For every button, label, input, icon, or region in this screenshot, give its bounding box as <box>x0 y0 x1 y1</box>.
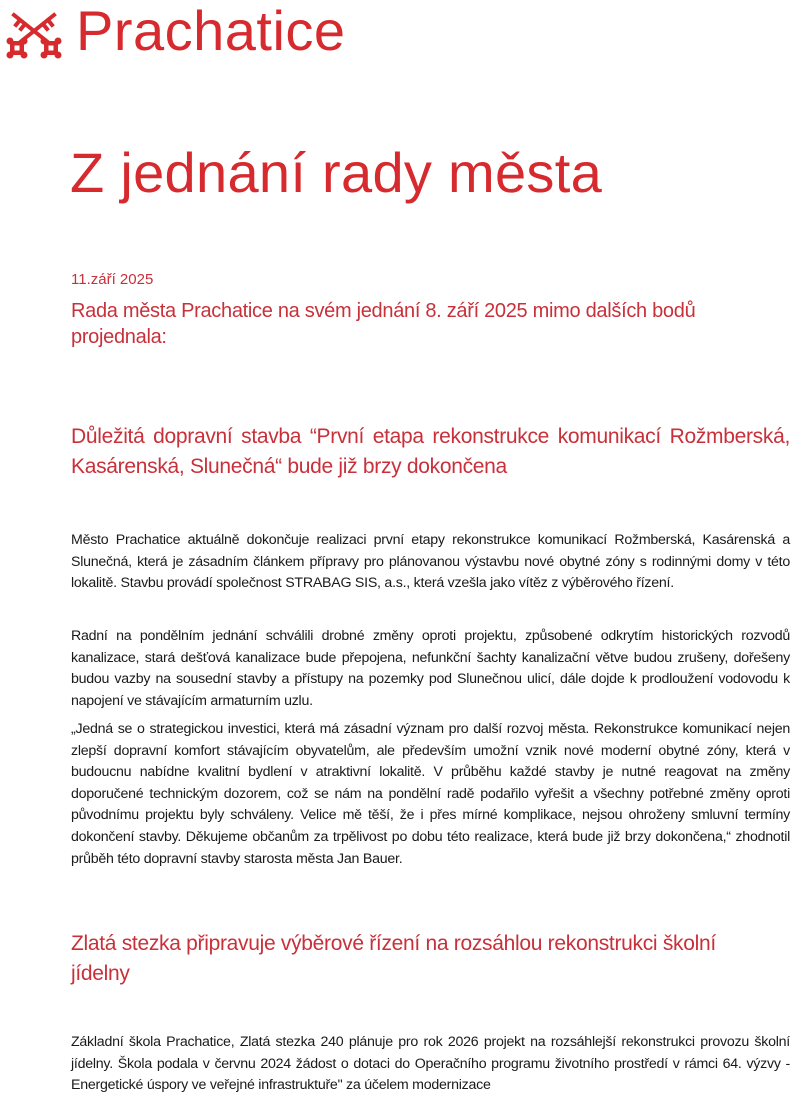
brand-name: Prachatice <box>76 0 346 62</box>
brand-logo <box>6 6 62 62</box>
section-heading: Zlatá stezka připravuje výběrové řízení na rozsáhlou rekonstrukci školní jídelny <box>71 932 716 985</box>
publish-date: 11.září 2025 <box>71 271 154 288</box>
paragraph: Základní škola Prachatice, Zlatá stezka 240 plánuje pro rok 2026 projekt na rozsáhlejší rekonstrukci provozu školní jídelny. Škola podala v červnu 2024 žádost o dotaci do Operačního programu životního prostředí v rámci 64. výzvy - Energetické úspory ve veřejné infrastruktuře" za účelem modernizace <box>71 1034 790 1094</box>
paragraph: Město Prachatice aktuálně dokončuje realizaci první etapy rekonstrukce komunikací Rožmberská, Kasárenská a Slunečná, která je zásadním článkem přípravy pro plánovanou výstavbu nové obytné zóny s rodinnými domy v této lokalitě. Stavbu provádí společnost STRABAG SIS, a.s., která vzešla jako vítěz z výběrového řízení. <box>71 532 790 592</box>
crossed-keys-icon <box>6 9 62 59</box>
paragraph: Radní na pondělním jednání schválili drobné změny oproti projektu, způsobené odkrytím historických rozvodů kanalizace, stará dešťová kanalizace bude přepojena, nefunkční šachty kanalizační větve budou zrušeny, dořešeny budou vazby na sousední stavby a přístupy na pozemky pod Slunečnou ulicí, dále dojde k prodloužení vodovodu k napojení ve stávajícím armaturním uzlu. <box>71 628 790 709</box>
intro-text: Rada města Prachatice na svém jednání 8. září 2025 mimo dalších bodů projednala: <box>71 300 696 348</box>
section-heading: Důležitá dopravní stavba “První etapa rekonstrukce komunikací Rožmberská, Kasárenská, Slunečná“ bude již brzy dokončena <box>71 425 790 478</box>
paragraph: „Jedná se o strategickou investici, která má zásadní význam pro další rozvoj města. Rekonstrukce komunikací nejen zlepší dopravní komfort stávajícím obyvatelům, ale především umožní vznik nové moderní obytné zóny, která v budoucnu nabídne kvalitní bydlení v atraktivní lokalitě. V průběhu každé stavby je nutné reagovat na změny doporučené technickým dozorem, což se nám na pondělní radě podařilo vyřešit a všechny potřebné změny oproti původnímu projektu byly schváleny. Velice mě těší, že i přes mírné komplikace, nejsou ohroženy smluvní termíny dokončení stavby. Děkujeme občanům za trpělivost po dobu této realizace, která bude již brzy dokončena,“ zhodnotil průběh této dopravní stavby starosta města Jan Bauer. <box>71 721 790 867</box>
page-title: Z jednání rady města <box>70 141 603 204</box>
